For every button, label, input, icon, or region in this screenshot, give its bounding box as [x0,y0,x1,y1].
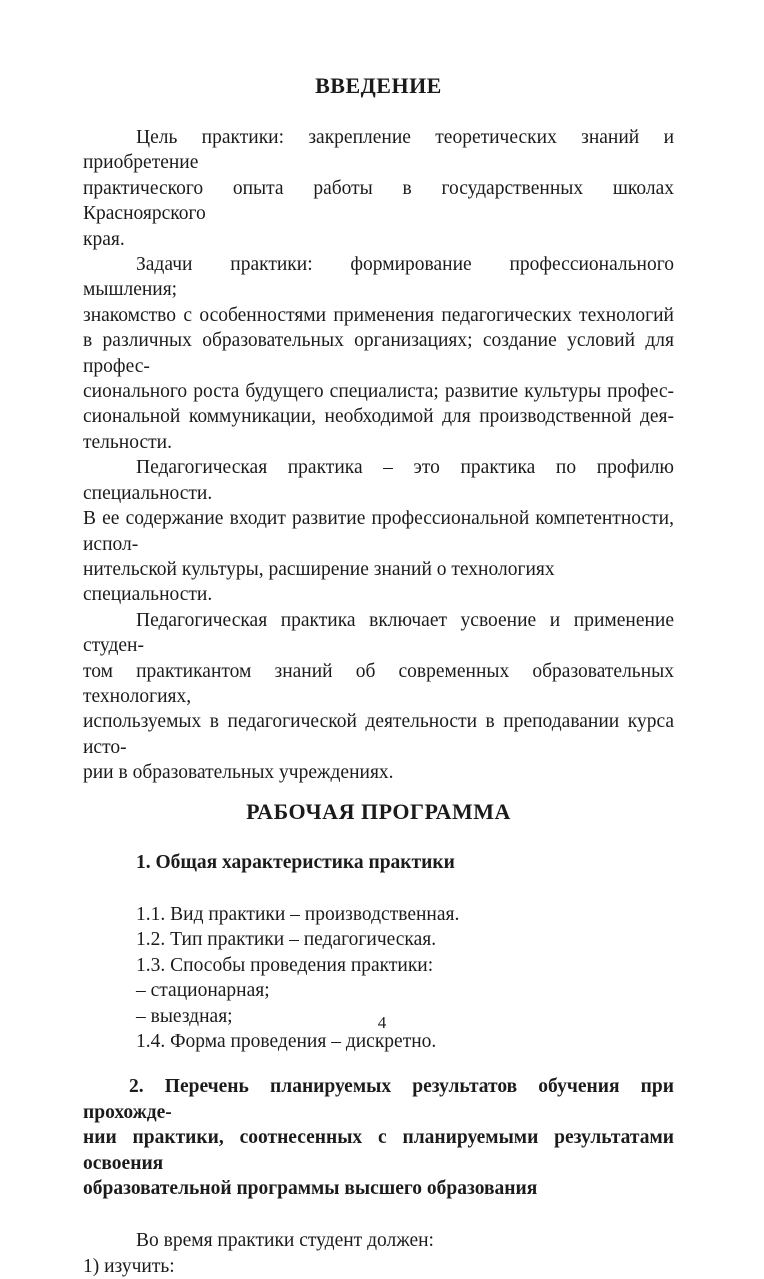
text-line: практического опыта работы в государственных школах Красноярского [83,177,674,225]
list-block [83,1228,674,1279]
page-number: 4 [377,1013,387,1032]
text-line: 1.2. Тип практики – педагогическая. [136,929,437,951]
text-line: нии практики, соотнесенных с планируемыми результатами освоения [83,1127,674,1174]
text-line: В ее содержание входит развитие профессиональной компетентности, испол- [83,508,674,555]
text-line: 1) изучить: [83,1255,175,1277]
text-line: 1.1. Вид практики – производственная. [136,903,460,925]
text-line: том практикантом знаний об современных образовательных технологиях, [83,660,674,707]
paragraph [83,252,674,455]
text-line: Задачи практики: формирование профессионального мышления; [83,254,674,301]
text-line: сиональной коммуникации, необходимой для производственной дея- [83,406,674,428]
text-line: – стационарная; [136,980,270,1002]
text-column [83,72,674,1279]
text-line: 1.4. Форма проведения – дискретно. [136,1031,437,1052]
text-line: Во время практики студент должен: [136,1230,434,1252]
paragraph [83,125,674,252]
text-line: рии в образовательных учреждениях. [83,762,394,784]
document-title: ВВЕДЕНИЕ [315,73,442,98]
text-line: 1.3. Способы проведения практики: [136,954,434,976]
paragraph [83,608,674,786]
text-line: сионального роста будущего специалиста; развитие культуры профес- [83,381,674,403]
section-heading-paragraph [83,1074,674,1201]
text-line: нительской культуры, расширение знаний о технологиях специальности. [83,558,555,606]
text-line: тельности. [83,431,172,453]
text-line: Педагогическая практика – это практика по профилю специальности. [83,457,674,504]
text-line: знакомство с особенностями применения педагогических технологий [83,304,674,326]
text-line: 2. Перечень планируемых результатов обучения при прохожде- [83,1076,674,1123]
subsection-heading: 1. Общая характеристика практики [136,851,455,873]
text-line: образовательной программы высшего образования [83,1178,538,1200]
text-line: используемых в педагогической деятельности в преподавании курса исто- [83,711,674,758]
paragraph [83,455,674,607]
section-heading: РАБОЧАЯ ПРОГРАММА [246,798,511,824]
text-line: Цель практики: закрепление теоретических знаний и приобретение [83,127,674,174]
text-line: края. [83,228,125,250]
text-line: Педагогическая практика включает усвоение и применение студен- [83,609,674,657]
text-line: в различных образовательных организациях; создание условий для профес- [83,330,674,377]
text-line: – выездная; [136,1005,233,1027]
